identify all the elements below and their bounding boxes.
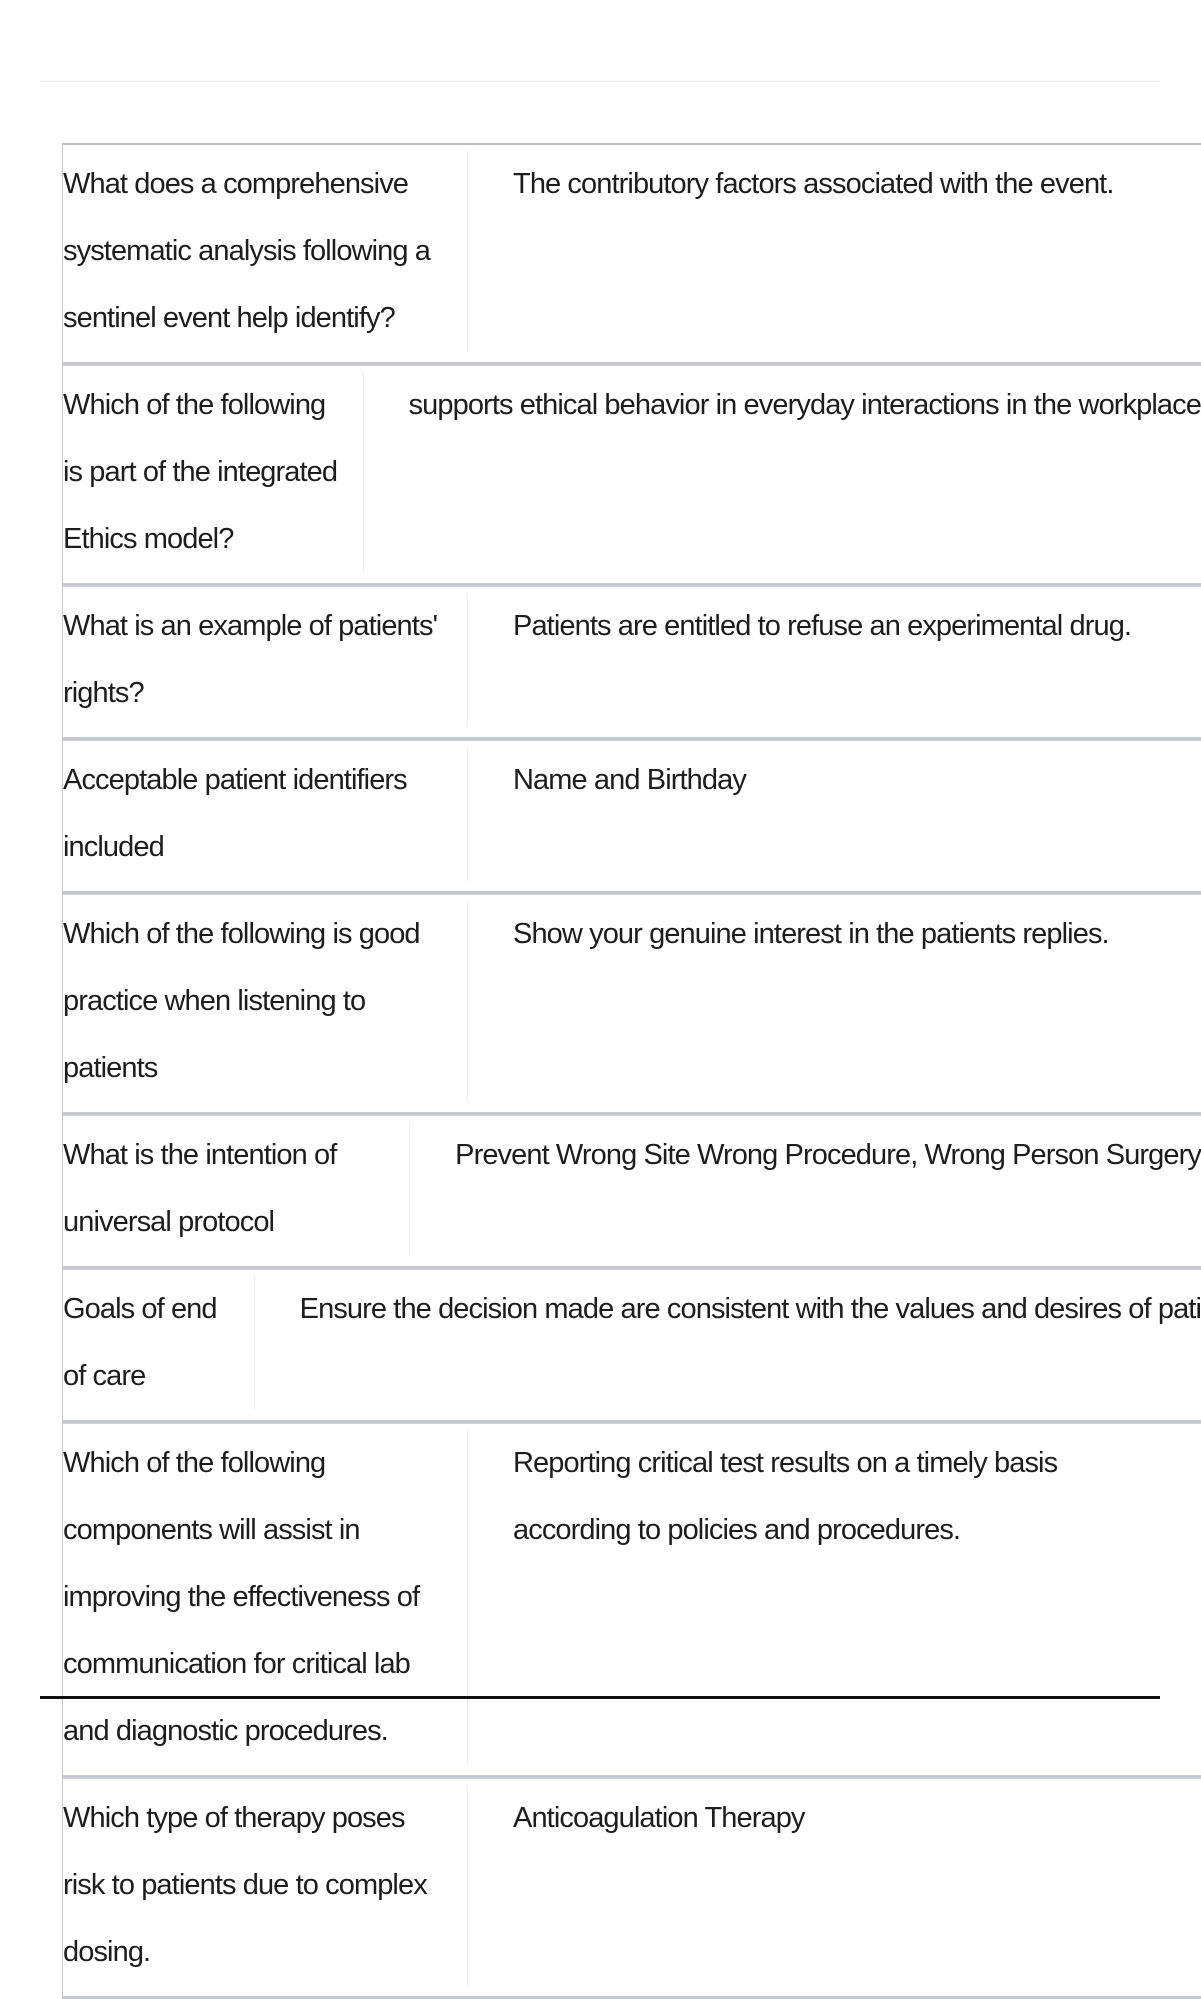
table-row [63, 586, 1201, 740]
table-row [63, 145, 1201, 365]
table-row [63, 1778, 1201, 1999]
top-divider [40, 81, 1160, 82]
table-row [63, 1269, 1201, 1423]
table-row [63, 1423, 1201, 1778]
answer-text: Anticoagulation Therapy [513, 1802, 805, 1834]
question-text: What is the intention of universal protocol [63, 1122, 410, 1256]
question-text: What does a comprehensive systematic analysis following a sentinel event help identify? [63, 151, 468, 352]
bottom-divider [40, 1696, 1160, 1699]
question-text: Acceptable patient identifiers included [63, 747, 468, 881]
table-row [63, 740, 1201, 894]
question-text: What is an example of patients' rights? [63, 593, 468, 727]
answer-text: supports ethical behavior in everyday interactions in the workplace [408, 389, 1201, 421]
answer-text: Prevent Wrong Site Wrong Procedure, Wrong Person Surgery [455, 1139, 1201, 1171]
answer-text: Patients are entitled to refuse an experimental drug. [513, 610, 1132, 642]
flashcard-table [62, 143, 1201, 1999]
table-row [63, 894, 1201, 1115]
question-text: Which of the following is good practice when listening to patients [63, 901, 468, 1102]
question-text: Which of the following is part of the integrated Ethics model? [63, 372, 364, 573]
answer-text: The contributory factors associated with the event. [513, 168, 1114, 200]
question-text: Which of the following components will assist in improving the effectiveness of communication for critical lab and diagnostic procedures. [63, 1430, 468, 1765]
answer-text: Reporting critical test results on a timely basis according to policies and procedures. [513, 1447, 1058, 1546]
answer-text: Name and Birthday [513, 764, 746, 796]
answer-text: Show your genuine interest in the patients replies. [513, 918, 1109, 950]
question-text: Goals of end of care [63, 1276, 255, 1410]
question-text: Which type of therapy poses risk to patients due to complex dosing. [63, 1785, 468, 1986]
answer-text: Ensure the decision made are consistent with the values and desires of pati [299, 1293, 1201, 1325]
table-row [63, 365, 1201, 586]
table-row [63, 1115, 1201, 1269]
